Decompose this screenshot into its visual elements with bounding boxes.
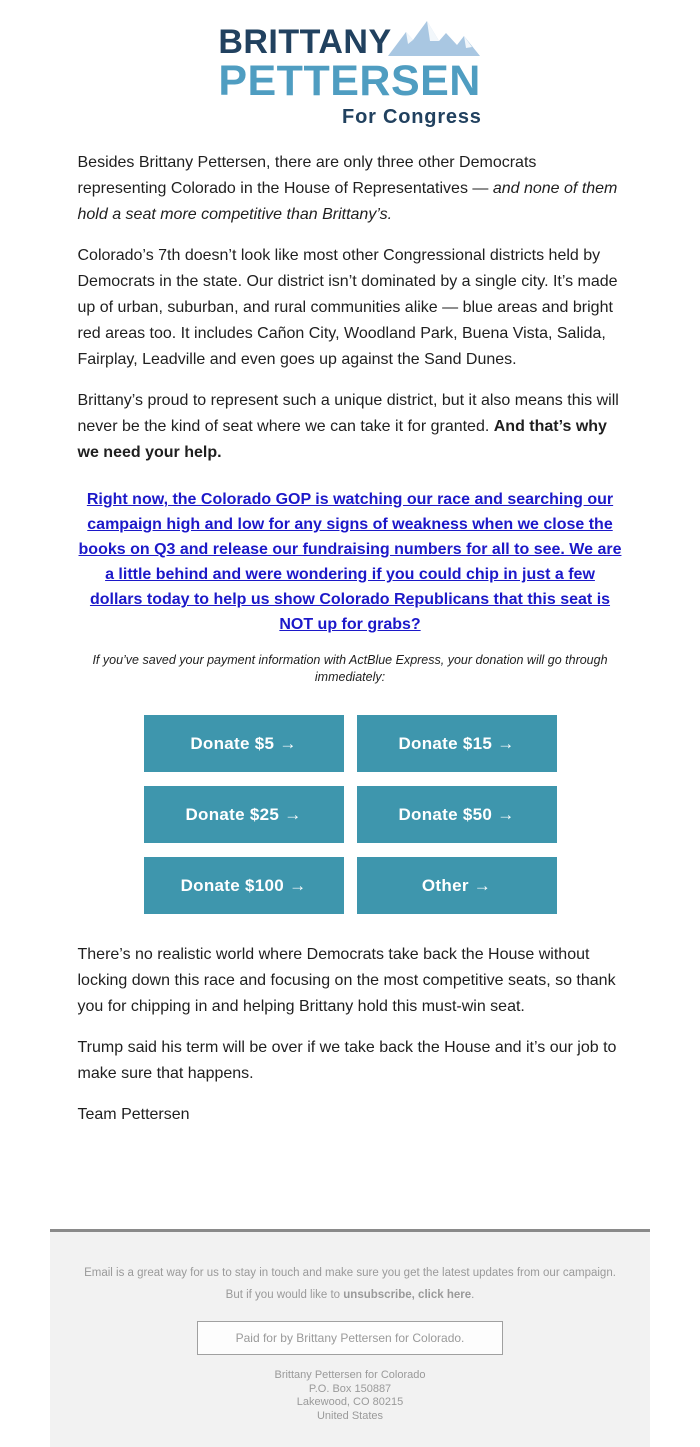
donate-25-button[interactable]: Donate $25 → bbox=[144, 786, 344, 843]
unsubscribe-link[interactable]: unsubscribe, click here bbox=[343, 1289, 472, 1301]
intro-paragraph-3-bold: And that’s why we need your help. bbox=[77, 418, 607, 461]
signoff: Team Pettersen bbox=[77, 1106, 190, 1123]
donate-other-button[interactable]: Other → bbox=[357, 857, 557, 914]
mountains-icon bbox=[386, 18, 482, 58]
footer-note-line2-suffix: . bbox=[471, 1289, 475, 1301]
footer-note-line2-prefix: But if you would like to bbox=[225, 1289, 344, 1301]
footer-note bbox=[80, 1262, 620, 1306]
logo-tagline: For Congress bbox=[342, 106, 482, 128]
closing-paragraph-2: Trump said his term will be over if we take back the House and it’s our job to make sure that happens. bbox=[77, 1039, 617, 1082]
intro-paragraph-1 bbox=[78, 150, 623, 228]
address-line-3: Lakewood, CO 80215 bbox=[296, 1396, 404, 1408]
intro-paragraph-2: Colorado’s 7th doesn’t look like most other Congressional districts held by Democrats in the state. Our district isn’t dominated by a single city. It’s made up of urban, suburban, and rural communities alike — blue areas and bright red areas too. It includes Cañon City, Woodland Park, Buena Vista, Salida, Fairplay, Leadville and even goes up against the Sand Dunes. bbox=[77, 247, 618, 368]
email-body bbox=[78, 135, 623, 1143]
paid-for-disclaimer-box: Paid for by Brittany Pettersen for Colorado. bbox=[197, 1321, 503, 1355]
address-line-1: Brittany Pettersen for Colorado bbox=[274, 1369, 426, 1381]
donate-button-grid bbox=[144, 715, 557, 914]
logo-row-top bbox=[218, 18, 481, 59]
logo-first-name: BRITTANY bbox=[218, 23, 392, 61]
actblue-express-note: If you’ve saved your payment information with ActBlue Express, your donation will go through immediately: bbox=[92, 653, 608, 684]
intro-paragraph-1-text: Besides Brittany Pettersen, there are only three other Democrats representing Colorado in the House of Representatives — bbox=[77, 154, 537, 197]
address-line-2: P.O. Box 150887 bbox=[308, 1382, 392, 1395]
mailing-address bbox=[50, 1369, 650, 1423]
donate-5-button[interactable]: Donate $5 → bbox=[144, 715, 344, 772]
footer-note-line1: Email is a great way for us to stay in touch and make sure you get the latest updates from our campaign. bbox=[84, 1267, 616, 1279]
closing-paragraph-1: There’s no realistic world where Democrats take back the House without locking down this race and focusing on the most competitive seats, so thank you for chipping in and helping Brittany hold this must-win seat. bbox=[77, 946, 616, 1015]
intro-paragraph-3 bbox=[78, 388, 623, 466]
address-line-4: United States bbox=[316, 1409, 384, 1422]
email-footer bbox=[50, 1229, 650, 1447]
donate-15-button[interactable]: Donate $15 → bbox=[357, 715, 557, 772]
donate-cta-link[interactable]: Right now, the Colorado GOP is watching our race and searching our campaign high and low for any signs of weakness when we close the books on Q3 and release our fundraising numbers for all to see. We are a little behind and were wondering if you could chip in just a few dollars today to help us show Colorado Republicans that this seat is NOT up for grabs? bbox=[78, 491, 622, 633]
intro-paragraph-1-italic: and none of them hold a seat more competitive than Brittany’s. bbox=[77, 180, 618, 223]
donate-50-button[interactable]: Donate $50 → bbox=[357, 786, 557, 843]
intro-paragraph-3-text: Brittany’s proud to represent such a unique district, but it also means this will never be the kind of seat where we can take it for granted. bbox=[77, 392, 619, 435]
campaign-logo[interactable] bbox=[218, 18, 481, 129]
logo-last-name: PETTERSEN bbox=[218, 57, 481, 105]
donate-100-button[interactable]: Donate $100 → bbox=[144, 857, 344, 914]
